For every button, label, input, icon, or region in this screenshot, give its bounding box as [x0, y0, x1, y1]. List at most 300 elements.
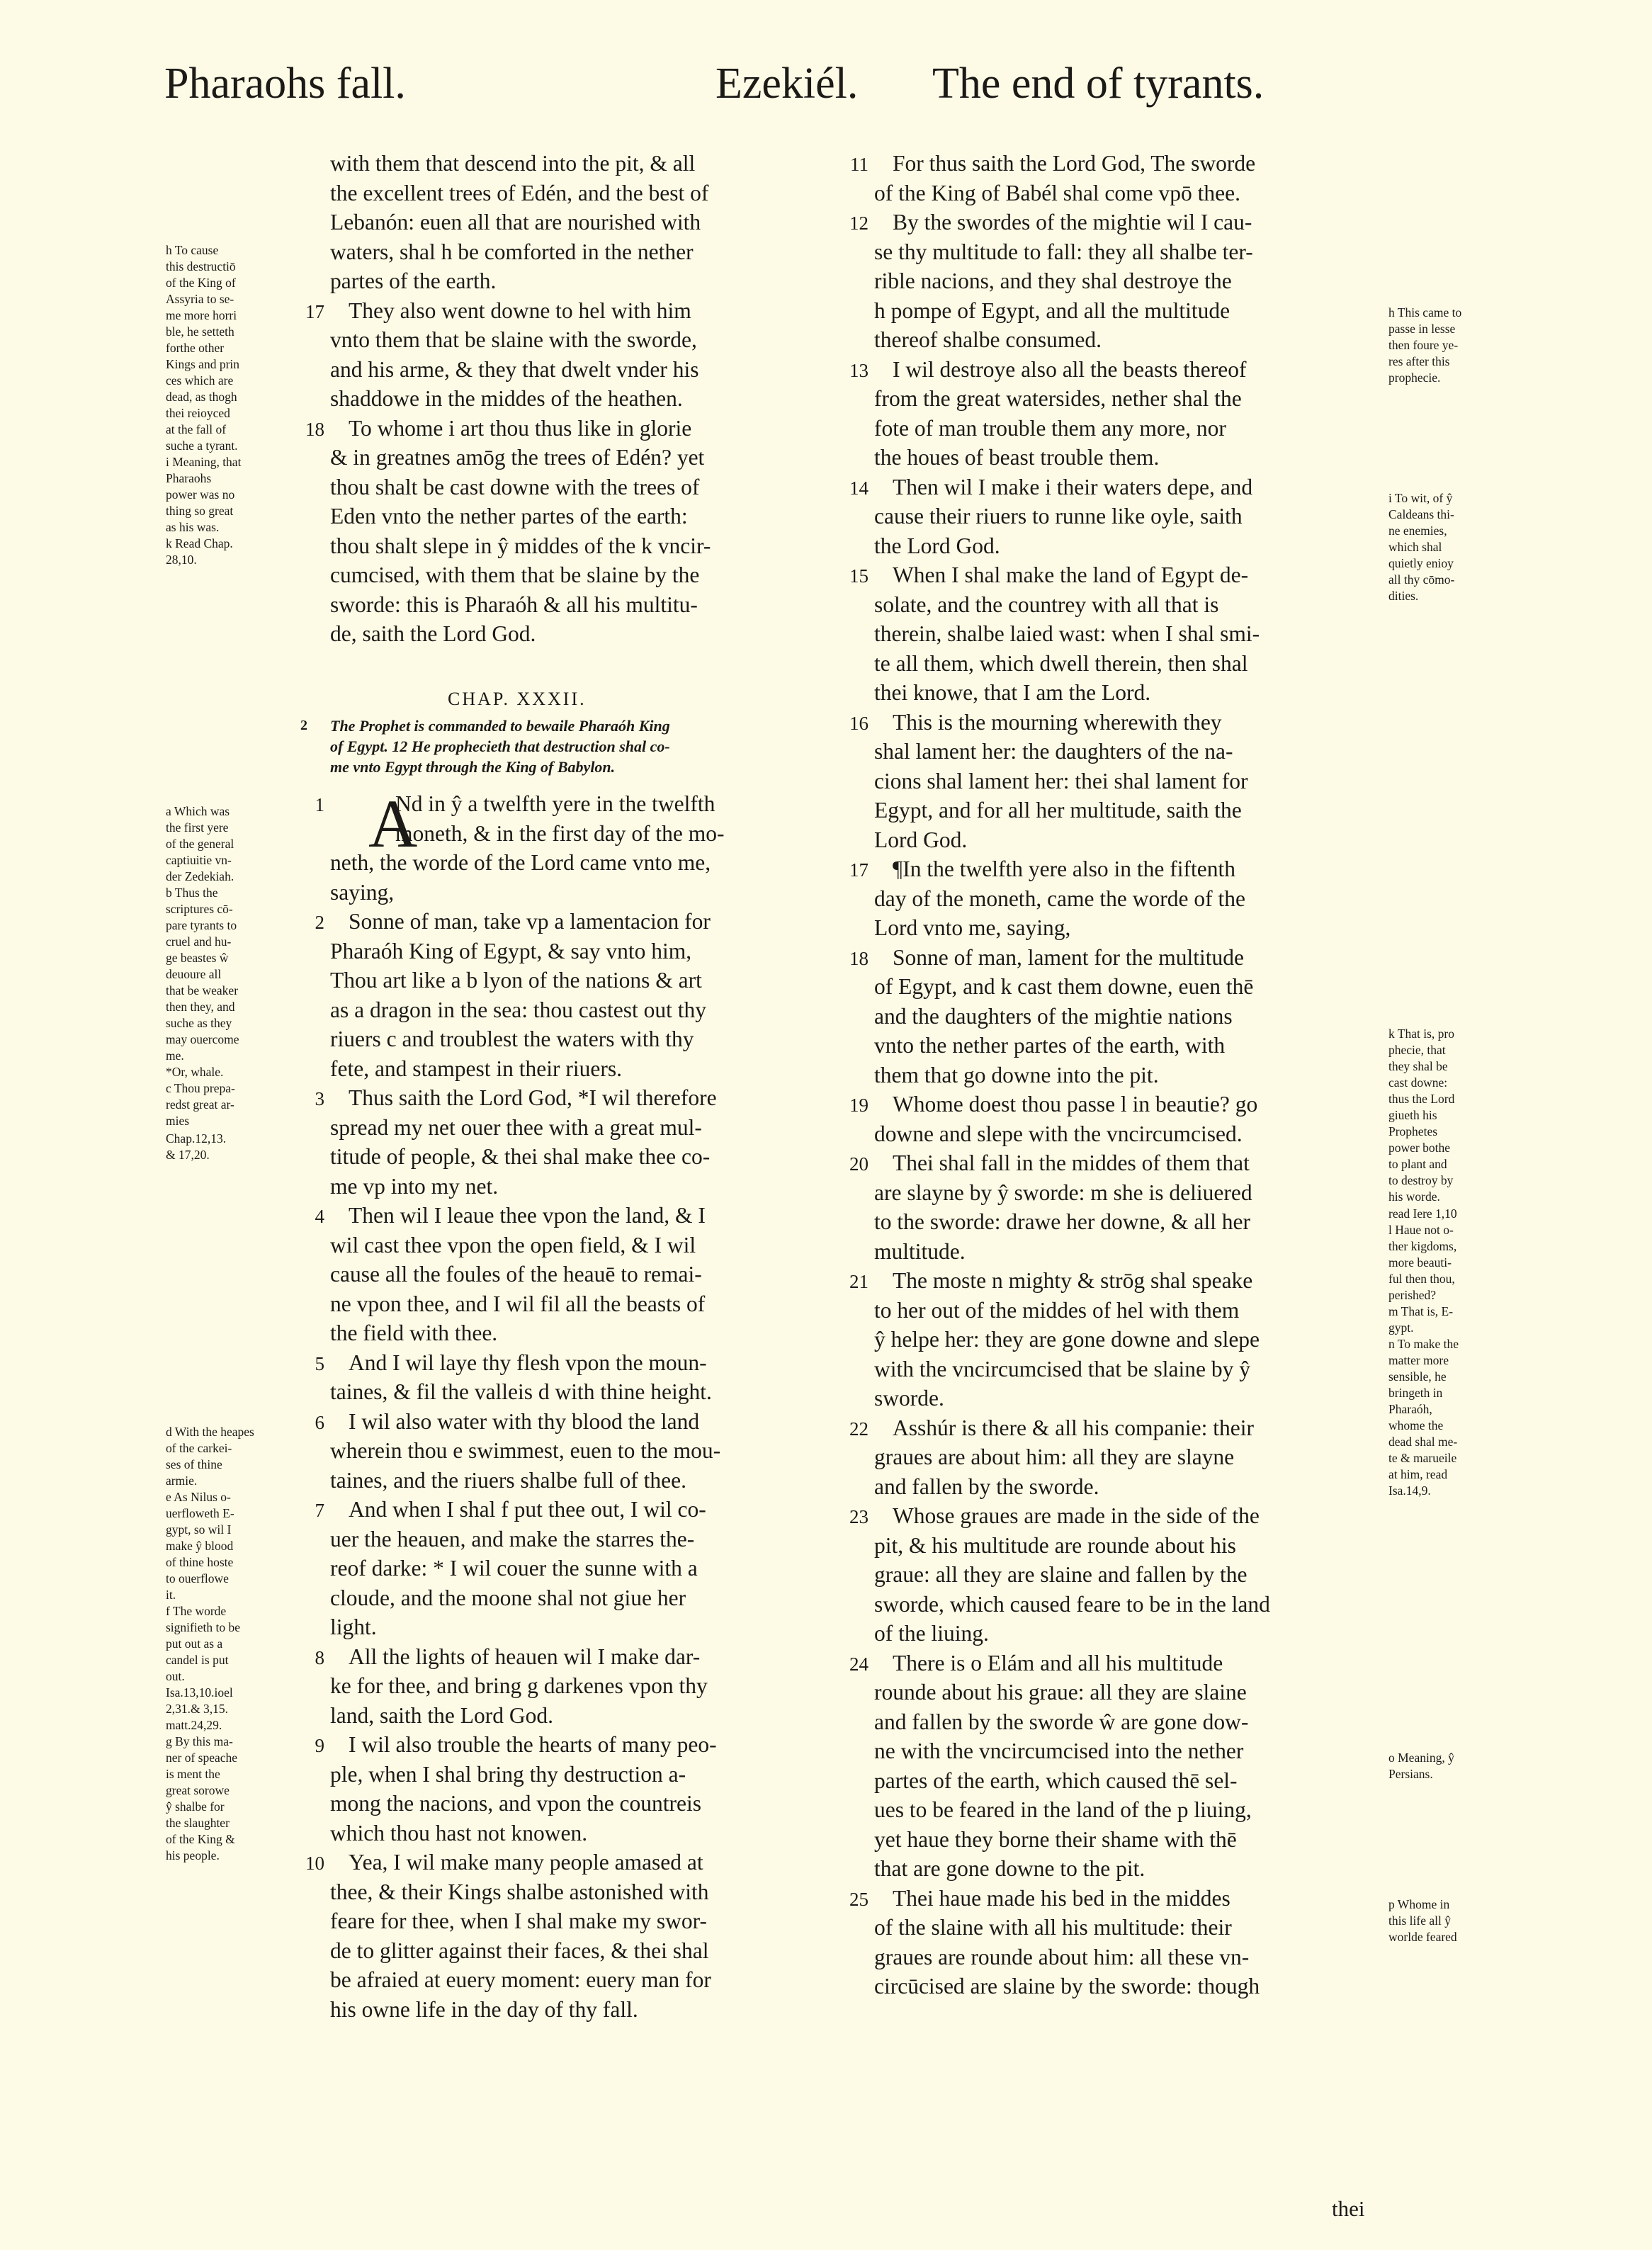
gloss-line: put out as a	[166, 1636, 223, 1651]
verse-number: 18	[849, 947, 869, 969]
line-text: sworde.	[874, 1386, 944, 1411]
margin-gloss	[1388, 1304, 1509, 1336]
line-text: to her out of the middes of hel with them	[874, 1297, 1240, 1323]
text-line	[330, 443, 839, 473]
verse-number: 17	[849, 859, 869, 881]
text-line	[849, 355, 1379, 385]
text-line	[330, 1612, 839, 1642]
line-text: land, saith the Lord God.	[330, 1702, 553, 1728]
gloss-line: matter more	[1388, 1353, 1449, 1367]
text-line	[874, 1736, 1379, 1766]
gloss-line: more beauti-	[1388, 1255, 1452, 1270]
gloss-line: prophecie.	[1388, 371, 1441, 385]
text-line	[330, 937, 839, 966]
running-head-left: Pharaohs fall.	[164, 60, 406, 108]
text-line	[874, 1619, 1379, 1649]
text-line	[874, 384, 1379, 414]
line-text: to the sworde: drawe her downe, & all her	[874, 1209, 1250, 1234]
gloss-line: i To wit, of ŷ	[1388, 491, 1453, 505]
line-text: waters, shal h be comforted in the nether	[330, 239, 694, 264]
line-text: I wil destroye also all the beasts thereof	[893, 356, 1247, 382]
margin-gloss	[1388, 1026, 1509, 1205]
line-text: thou shalt be cast downe with the trees of	[330, 474, 700, 499]
line-text: graues are rounde about him: all these vn-	[874, 1944, 1250, 1969]
margin-gloss	[166, 1080, 300, 1129]
gloss-line: b Thus the	[166, 886, 218, 900]
gloss-line: & 17,20.	[166, 1148, 210, 1162]
verse-number: 2	[315, 912, 324, 933]
gloss-line: candel is put	[166, 1653, 229, 1667]
right-text-column	[849, 149, 1379, 2001]
gloss-line: as his was.	[166, 520, 220, 534]
gloss-line: Prophetes	[1388, 1124, 1438, 1138]
text-line	[330, 819, 839, 849]
line-text: sworde, which caused feare to be in the land	[874, 1591, 1270, 1617]
text-line	[874, 179, 1379, 208]
line-text: of the slaine with all his multitude: their	[874, 1915, 1232, 1940]
line-text: Lord vnto me, saying,	[874, 915, 1071, 940]
gloss-line: d With the heapes	[166, 1425, 254, 1439]
line-text: solate, and the countrey with all that is	[874, 592, 1219, 617]
text-line	[874, 796, 1379, 825]
margin-gloss	[166, 1131, 300, 1163]
gloss-line: uerfloweth E-	[166, 1506, 234, 1520]
line-text: Thou art like a b lyon of the nations & art	[330, 968, 702, 993]
line-text: moneth, & in the first day of the mo-	[395, 820, 725, 846]
gloss-line: to ouerflowe	[166, 1571, 229, 1585]
text-line	[315, 1642, 839, 1672]
line-text: Sonne of man, lament for the multitude	[893, 944, 1245, 970]
gloss-line: me.	[166, 1048, 184, 1063]
text-line	[874, 296, 1379, 326]
text-line	[874, 1560, 1379, 1590]
margin-gloss	[166, 1603, 300, 1685]
line-text: rounde about his graue: all they are slaine	[874, 1680, 1247, 1705]
verse-number: 18	[305, 418, 324, 440]
verse-number: 9	[315, 1735, 324, 1756]
text-line	[849, 1266, 1379, 1296]
verse-number: 24	[849, 1653, 869, 1675]
line-text: Nd in ŷ a twelfth yere in the twelfth	[395, 791, 715, 816]
gloss-line: quietly enioy	[1388, 556, 1454, 570]
gloss-line: Persians.	[1388, 1767, 1433, 1781]
line-text: shaddowe in the middes of the heathen.	[330, 386, 683, 411]
gloss-line: it.	[166, 1588, 176, 1602]
gloss-line: whome the	[1388, 1418, 1444, 1432]
text-line	[874, 825, 1379, 855]
verse-number: 16	[849, 712, 869, 734]
text-line	[315, 907, 839, 937]
gloss-line: of the King &	[166, 1832, 235, 1846]
gloss-line: gypt, so wil I	[166, 1522, 232, 1537]
gloss-line: ne enemies,	[1388, 524, 1447, 538]
line-text: Lord God.	[874, 827, 968, 852]
text-line	[330, 1436, 839, 1466]
text-line	[305, 1848, 839, 1877]
text-line	[330, 1760, 839, 1790]
gloss-line: to plant and	[1388, 1157, 1447, 1171]
text-line	[874, 325, 1379, 355]
gloss-line: at him, read	[1388, 1467, 1448, 1481]
line-text: Egypt, and for all her multitude, saith the	[874, 798, 1242, 822]
argument-verse-number: 2	[300, 718, 307, 733]
line-text: mong the nacions, and vpon the countreis	[330, 1791, 702, 1816]
verse-number: 4	[315, 1206, 324, 1227]
gloss-line: o Meaning, ŷ	[1388, 1751, 1454, 1765]
verse-number: 17	[305, 300, 324, 322]
text-line	[849, 708, 1379, 737]
gloss-line: h This came to	[1388, 305, 1462, 320]
line-text: uer the heauen, and make the starres the-	[330, 1526, 695, 1551]
text-line	[874, 1795, 1379, 1825]
line-text: day of the moneth, came the worde of the	[874, 886, 1245, 911]
text-line	[330, 1701, 839, 1731]
gloss-line: perished?	[1388, 1288, 1437, 1302]
text-line	[874, 1178, 1379, 1208]
chapter-heading: CHAP. XXXII.	[448, 689, 587, 709]
verse-number: 22	[849, 1418, 869, 1440]
gloss-line: the first yere	[166, 820, 229, 835]
gloss-line: Isa.14,9.	[1388, 1483, 1431, 1498]
text-line	[330, 1965, 839, 1995]
gloss-line: res after this	[1388, 354, 1450, 368]
left-text-column	[305, 149, 839, 649]
line-text: with them that descend into the pit, & all	[330, 151, 696, 176]
line-text: Whose graues are made in the side of the	[893, 1503, 1260, 1528]
text-line	[330, 1554, 839, 1583]
gloss-line: f The worde	[166, 1604, 227, 1618]
text-line	[305, 296, 839, 326]
line-text: When I shal make the land of Egypt de-	[893, 562, 1249, 587]
text-line	[849, 854, 1379, 884]
gloss-line: l Haue not o-	[1388, 1223, 1454, 1237]
gloss-line: armie.	[166, 1474, 198, 1488]
text-line	[330, 1260, 839, 1289]
text-line	[330, 208, 839, 237]
text-line	[330, 1377, 839, 1407]
line-text: fete, and stampest in their riuers.	[330, 1056, 622, 1081]
gloss-line: te & marueile	[1388, 1451, 1457, 1465]
gloss-line: make ŷ blood	[166, 1539, 234, 1553]
text-line	[330, 1054, 839, 1084]
verse-number: 5	[315, 1352, 324, 1374]
verse-number: 6	[315, 1411, 324, 1433]
line-text: & in greatnes amōg the trees of Edén? yet	[330, 445, 705, 470]
gloss-line: ble, he setteth	[166, 324, 234, 339]
line-text: Thei shal fall in the middes of them that	[893, 1151, 1250, 1175]
verse-number: 25	[849, 1888, 869, 1910]
text-line	[315, 1407, 839, 1437]
text-line	[874, 531, 1379, 561]
line-text: vnto the nether partes of the earth, with	[874, 1033, 1226, 1058]
line-text: thee, & their Kings shalbe astonished with	[330, 1879, 709, 1904]
gloss-line: *Or, whale.	[166, 1065, 224, 1079]
line-text: titude of people, & thei shal make thee co-	[330, 1144, 711, 1169]
text-line	[874, 1296, 1379, 1325]
text-line	[330, 1819, 839, 1848]
verse-number: 14	[849, 477, 869, 499]
margin-gloss	[1388, 1206, 1509, 1304]
line-text: Thus saith the Lord God, *I wil therefore	[349, 1085, 717, 1110]
text-line	[874, 913, 1379, 943]
gloss-line: thing so great	[166, 504, 234, 518]
line-text: pit, & his multitude are rounde about his	[874, 1532, 1236, 1558]
line-text: of the King of Babél shal come vpō thee.	[874, 180, 1240, 205]
gloss-line: may ouercome	[166, 1032, 239, 1046]
margin-gloss	[1388, 305, 1509, 386]
gloss-line: Assyria to se-	[166, 292, 234, 306]
text-line	[330, 531, 839, 561]
line-text: and the daughters of the mightie nations	[874, 1003, 1233, 1029]
text-line	[874, 1590, 1379, 1619]
gloss-line: out.	[166, 1669, 185, 1683]
line-text: reof darke: * I wil couer the sunne with a	[330, 1556, 698, 1581]
text-line	[874, 1766, 1379, 1796]
line-text: For thus saith the Lord God, The sworde	[893, 151, 1256, 176]
gloss-line: sensible, he	[1388, 1369, 1447, 1384]
text-line	[330, 502, 839, 531]
gloss-line: passe in lesse	[1388, 322, 1456, 336]
text-line	[330, 266, 839, 296]
text-line	[849, 943, 1379, 973]
gloss-line: h To cause	[166, 243, 219, 257]
gloss-line: the slaughter	[166, 1816, 230, 1830]
text-line	[874, 1943, 1379, 1972]
argument-line: of Egypt. 12 He prophecieth that destruction shal co-	[330, 737, 670, 755]
line-text: sworde: this is Pharaóh & all his multitu-	[330, 592, 698, 617]
margin-gloss	[166, 803, 300, 885]
margin-gloss	[166, 242, 300, 454]
verse-number: 8	[315, 1646, 324, 1668]
gloss-line: pare tyrants to	[166, 918, 237, 932]
running-head-right: The end of tyrants.	[932, 60, 1265, 108]
text-line	[874, 884, 1379, 914]
text-line	[874, 237, 1379, 267]
verse-number: 3	[315, 1088, 324, 1109]
line-text: are slayne by ŷ sworde: m she is deliuered	[874, 1180, 1252, 1205]
line-text: shal lament her: the daughters of the na-	[874, 739, 1233, 764]
text-line	[330, 590, 839, 620]
gloss-line: captiuitie vn-	[166, 853, 232, 867]
text-line	[849, 1884, 1379, 1913]
gloss-line: power was no	[166, 487, 235, 502]
verse-number: 1	[315, 794, 324, 815]
line-text: ke for thee, and bring g darkenes vpon thy	[330, 1673, 708, 1698]
line-text: ple, when I shal bring thy destruction a-	[330, 1761, 686, 1787]
line-text: wherein thou e swimmest, euen to the mou-	[330, 1438, 721, 1463]
gloss-line: is ment the	[166, 1767, 220, 1781]
chapter-text-column	[305, 786, 839, 2024]
gloss-line: ther kigdoms,	[1388, 1239, 1457, 1253]
line-text: thei knowe, that I am the Lord.	[874, 680, 1151, 705]
line-text: se thy multitude to fall: they all shalbe ter-	[874, 239, 1253, 264]
running-head-book: Ezekiél.	[715, 60, 859, 108]
text-line	[874, 1972, 1379, 2001]
line-text: Yea, I wil make many people amased at	[349, 1850, 703, 1875]
text-line	[874, 1237, 1379, 1267]
line-text: and fallen by the sworde.	[874, 1474, 1099, 1499]
text-line	[874, 1207, 1379, 1237]
text-line	[850, 149, 1379, 179]
text-line	[849, 1649, 1379, 1678]
gloss-line: redst great ar-	[166, 1097, 234, 1112]
line-text: There is o Elám and all his multitude	[893, 1650, 1223, 1675]
text-line	[330, 995, 839, 1025]
gloss-line: ses of thine	[166, 1457, 222, 1471]
text-line	[874, 1825, 1379, 1855]
margin-gloss	[166, 1685, 300, 1734]
text-line	[330, 1995, 839, 2025]
text-line	[874, 443, 1379, 473]
line-text: h pompe of Egypt, and all the multitude	[874, 298, 1230, 323]
gloss-line: this life all ŷ	[1388, 1913, 1451, 1928]
drop-capital: A	[368, 786, 418, 861]
verse-number: 21	[849, 1271, 869, 1292]
line-text: And when I shal f put thee out, I wil co-	[349, 1497, 706, 1522]
gloss-line: e As Nilus o-	[166, 1490, 231, 1504]
line-text: them that go downe into the pit.	[874, 1062, 1159, 1087]
text-line	[849, 208, 1379, 237]
line-text: be afraied at euery moment: euery man for	[330, 1967, 711, 1992]
gloss-line: suche a tyrant.	[166, 439, 238, 453]
gloss-line: a Which was	[166, 804, 230, 818]
verse-number: 11	[850, 154, 869, 175]
line-text: Then wil I make i their waters depe, and	[893, 474, 1253, 499]
text-line	[874, 1031, 1379, 1061]
text-line	[874, 1472, 1379, 1502]
margin-gloss	[166, 1734, 300, 1864]
line-text: Whome doest thou passe l in beautie? go	[893, 1092, 1258, 1116]
text-line	[330, 619, 839, 649]
text-line	[874, 1442, 1379, 1472]
text-line	[874, 1384, 1379, 1413]
verse-number: 12	[849, 213, 869, 234]
line-text: They also went downe to hel with him	[349, 298, 691, 323]
text-line	[874, 1325, 1379, 1355]
gloss-line: 2,31.& 3,15.	[166, 1702, 228, 1716]
gloss-line: which shal	[1388, 540, 1442, 554]
gloss-line: then foure ye-	[1388, 338, 1459, 352]
line-text: cloude, and the moone shal not giue her	[330, 1585, 686, 1610]
gloss-line: p Whome in	[1388, 1897, 1450, 1911]
gloss-line: Pharaóh,	[1388, 1402, 1432, 1416]
text-line	[330, 179, 839, 208]
line-text: the Lord God.	[874, 533, 1000, 558]
text-line	[874, 414, 1379, 443]
line-text: cions shal lament her: thei shal lament for	[874, 768, 1248, 793]
text-line	[315, 1730, 839, 1760]
line-text: Pharaóh King of Egypt, & say vnto him,	[330, 938, 692, 963]
line-text: partes of the earth, which caused thē sel-	[874, 1768, 1238, 1793]
gloss-line: gypt.	[1388, 1321, 1414, 1335]
gloss-line: der Zedekiah.	[166, 869, 234, 883]
gloss-line: they shal be	[1388, 1059, 1448, 1073]
text-line	[849, 1501, 1379, 1531]
line-text: from the great watersides, nether shal the	[874, 386, 1242, 411]
line-text: light.	[330, 1615, 377, 1639]
gloss-line: suche as they	[166, 1016, 232, 1030]
gloss-line: me more horri	[166, 308, 237, 322]
line-text: This is the mourning wherewith they	[893, 709, 1222, 735]
gloss-line: mies	[166, 1114, 190, 1128]
line-text: and his arme, & they that dwelt vnder his	[330, 356, 699, 382]
text-line	[874, 1002, 1379, 1031]
text-line	[874, 1913, 1379, 1943]
text-line	[330, 1583, 839, 1613]
line-text: with the vncircumcised that be slaine by ŷ	[874, 1356, 1250, 1381]
gloss-line: dead, as thogh	[166, 390, 237, 404]
gloss-line: g By this ma-	[166, 1734, 233, 1748]
gloss-line: power bothe	[1388, 1141, 1450, 1155]
margin-gloss	[166, 1424, 300, 1489]
line-text: ne vpon thee, and I wil fil all the beasts of	[330, 1291, 706, 1316]
gloss-line: of thine hoste	[166, 1555, 234, 1569]
text-line	[330, 1289, 839, 1319]
gloss-line: then they, and	[166, 1000, 235, 1014]
gloss-line: signifieth to be	[166, 1620, 240, 1634]
text-line	[330, 325, 839, 355]
line-text: te all them, which dwell therein, then shal	[874, 650, 1248, 676]
margin-gloss	[1388, 490, 1509, 604]
line-text: me vp into my net.	[330, 1173, 499, 1199]
margin-gloss	[166, 536, 300, 568]
line-text: feare for thee, when I shal make my swor-	[330, 1909, 708, 1933]
gloss-line: ces which are	[166, 373, 234, 388]
text-line	[849, 473, 1379, 502]
text-line	[849, 1090, 1379, 1119]
text-line	[874, 767, 1379, 796]
line-text: taines, and the riuers shalbe full of thee.	[330, 1467, 686, 1493]
text-line	[315, 1083, 839, 1113]
text-line	[330, 848, 839, 878]
catchword: thei	[1332, 2196, 1365, 2221]
line-text: the field with thee.	[330, 1321, 498, 1345]
line-text: Eden vnto the nether partes of the earth:	[330, 504, 688, 528]
gloss-line: all thy cōmo-	[1388, 572, 1455, 587]
text-line	[330, 1877, 839, 1907]
verse-number: 13	[849, 359, 869, 381]
line-text: de, saith the Lord God.	[330, 621, 536, 646]
text-line	[874, 1061, 1379, 1090]
margin-gloss	[166, 1489, 300, 1603]
text-line	[330, 1671, 839, 1701]
text-line	[874, 1119, 1379, 1149]
gloss-line: read Iere 1,10	[1388, 1206, 1457, 1221]
text-line	[330, 1142, 839, 1172]
margin-gloss	[1388, 1750, 1509, 1782]
text-line	[874, 1707, 1379, 1737]
line-text: Lebanón: euen all that are nourished with	[330, 210, 701, 234]
line-text: his owne life in the day of thy fall.	[330, 1996, 638, 2022]
line-text: the houes of beast trouble them.	[874, 445, 1160, 470]
line-text: downe and slepe with the vncircumcised.	[874, 1121, 1243, 1146]
gloss-line: his people.	[166, 1848, 220, 1862]
line-text: riuers c and troublest the waters with thy	[330, 1027, 694, 1051]
gloss-line: k That is, pro	[1388, 1027, 1455, 1041]
text-line	[874, 649, 1379, 679]
gloss-line: Caldeans thi-	[1388, 507, 1454, 521]
line-text: of the liuing.	[874, 1621, 989, 1646]
margin-gloss	[1388, 1336, 1509, 1499]
gloss-line: thus the Lord	[1388, 1092, 1455, 1106]
line-text: wil cast thee vpon the open field, & I wil	[330, 1232, 696, 1257]
text-line	[874, 1531, 1379, 1561]
line-text: ues to be feared in the land of the p liuing,	[874, 1797, 1252, 1822]
text-line	[874, 737, 1379, 767]
line-text: thereof shalbe consumed.	[874, 327, 1102, 352]
line-text: I wil also trouble the hearts of many peo-	[349, 1732, 717, 1757]
text-line	[305, 414, 839, 443]
